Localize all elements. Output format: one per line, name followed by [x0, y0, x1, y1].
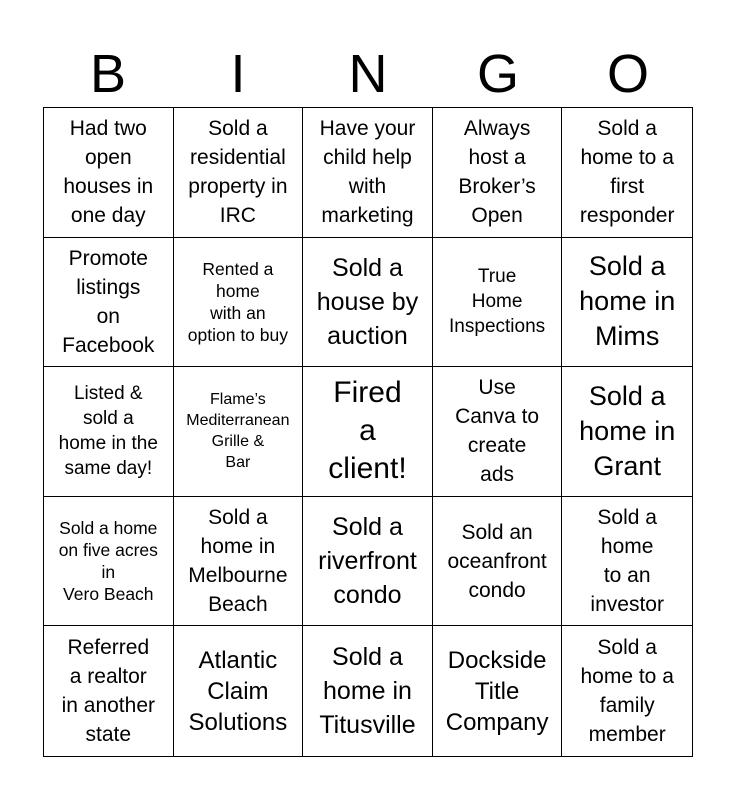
- bingo-cell[interactable]: [303, 238, 433, 368]
- bingo-cell[interactable]: [303, 497, 433, 627]
- cell-text: Rented a home with an option to buy: [187, 258, 288, 345]
- bingo-cell[interactable]: [433, 238, 563, 368]
- cell-text: Referred a realtor in another state: [61, 636, 155, 747]
- cell-text: Sold a riverfront condo: [318, 513, 417, 610]
- cell-text: Promote listings on Facebook: [62, 246, 155, 357]
- header-letter-b: B: [89, 44, 127, 104]
- bingo-cell[interactable]: [433, 497, 563, 627]
- bingo-cell[interactable]: [433, 108, 563, 238]
- header-letter-i: I: [230, 44, 246, 104]
- cell-text: Sold a residential property in IRC: [188, 117, 288, 228]
- cell-text: Sold a home on five acres in Vero Beach: [58, 518, 158, 605]
- bingo-cell[interactable]: [433, 367, 563, 497]
- cell-text: Flame’s Mediterranean Grille & Bar: [186, 391, 290, 472]
- cell-text: Sold a home in Grant: [579, 380, 676, 481]
- bingo-cell[interactable]: [174, 367, 304, 497]
- header-letter-n: N: [348, 44, 388, 104]
- cell-text: Have your child help with marketing: [319, 117, 416, 228]
- bingo-cell[interactable]: [44, 238, 174, 368]
- cell-text: Sold a home to a family member: [580, 636, 674, 747]
- bingo-cell[interactable]: [303, 626, 433, 756]
- bingo-cell[interactable]: [562, 108, 692, 238]
- bingo-cell[interactable]: [562, 238, 692, 368]
- bingo-cell[interactable]: [562, 626, 692, 756]
- header-letter-g: G: [476, 44, 519, 104]
- cell-text: Atlantic Claim Solutions: [188, 646, 288, 736]
- bingo-cell[interactable]: [562, 497, 692, 627]
- bingo-cell[interactable]: [433, 626, 563, 756]
- cell-text: Sold a home in Melbourne Beach: [188, 506, 288, 617]
- header-letter-o: O: [606, 44, 649, 104]
- bingo-cell[interactable]: [44, 367, 174, 497]
- bingo-cell[interactable]: [303, 108, 433, 238]
- cell-text: True Home Inspections: [449, 266, 546, 338]
- cell-text: Always host a Broker’s Open: [458, 117, 536, 228]
- bingo-cell[interactable]: [174, 238, 304, 368]
- cell-text: Sold a house by auction: [316, 253, 419, 350]
- cell-text: Sold a home in Titusville: [319, 643, 416, 740]
- bingo-cell[interactable]: [174, 497, 304, 627]
- bingo-cell[interactable]: [44, 626, 174, 756]
- bingo-cell[interactable]: [174, 108, 304, 238]
- bingo-header: [43, 40, 693, 108]
- cell-text: Sold a home to an investor: [590, 506, 664, 617]
- cell-text: Had two open houses in one day: [63, 117, 154, 228]
- bingo-cell[interactable]: [44, 108, 174, 238]
- cell-text: Sold an oceanfront condo: [447, 520, 547, 602]
- bingo-cell[interactable]: [303, 367, 433, 497]
- cell-text: Listed & sold a home in the same day!: [58, 383, 158, 480]
- cell-text: Sold a home in Mims: [579, 251, 676, 352]
- bingo-cell[interactable]: [44, 497, 174, 627]
- cell-text: Dockside Title Company: [445, 646, 549, 736]
- cell-text: Fired a client!: [328, 376, 407, 486]
- bingo-cell[interactable]: [174, 626, 304, 756]
- cell-text: Use Canva to create ads: [455, 376, 540, 487]
- bingo-cell[interactable]: [562, 367, 692, 497]
- cell-text: Sold a home to a first responder: [579, 117, 675, 228]
- bingo-grid: [43, 107, 693, 757]
